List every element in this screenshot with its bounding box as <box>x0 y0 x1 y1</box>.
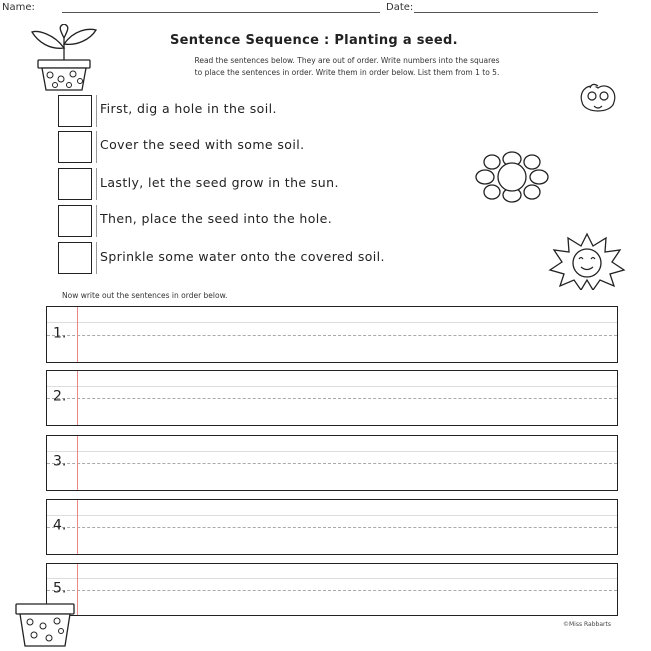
dashed-guide <box>47 527 617 528</box>
name-field[interactable] <box>62 12 380 13</box>
box-divider <box>96 205 97 237</box>
margin-line <box>77 307 78 362</box>
copyright: ©Miss Rabbarts <box>563 621 611 628</box>
writing-line-2[interactable] <box>46 370 618 426</box>
dashed-guide <box>47 398 617 399</box>
box-divider <box>96 131 97 163</box>
sentence-4: Then, place the seed into the hole. <box>100 211 333 226</box>
order-box-5[interactable] <box>58 242 92 274</box>
guide-line <box>47 515 617 516</box>
dashed-guide <box>47 335 617 336</box>
margin-line <box>77 436 78 490</box>
line-number-4: 4. <box>53 517 67 534</box>
sentence-5: Sprinkle some water onto the covered soil. <box>100 249 385 264</box>
page-title: Sentence Sequence : Planting a seed. <box>170 33 458 48</box>
box-divider <box>96 95 97 127</box>
flower-icon <box>474 150 550 204</box>
writing-line-1[interactable] <box>46 306 618 363</box>
instructions-line-2: to place the sentences in order. Write them in order below. List them from 1 to 5. <box>194 68 500 77</box>
order-box-1[interactable] <box>58 95 92 127</box>
date-field[interactable] <box>414 12 598 13</box>
dashed-guide <box>47 463 617 464</box>
order-box-2[interactable] <box>58 131 92 163</box>
writing-line-5[interactable] <box>46 563 618 616</box>
line-number-2: 2. <box>53 388 67 405</box>
write-prompt: Now write out the sentences in order below. <box>62 291 228 300</box>
flower-pot-icon <box>12 600 78 648</box>
writing-line-4[interactable] <box>46 499 618 555</box>
guide-line <box>47 578 617 579</box>
seed-icon <box>576 80 620 122</box>
dashed-guide <box>47 590 617 591</box>
margin-line <box>77 371 78 425</box>
date-label: Date: <box>386 2 414 13</box>
sentence-3: Lastly, let the seed grow in the sun. <box>100 175 339 190</box>
margin-line <box>77 500 78 554</box>
instructions-line-1: Read the sentences below. They are out of order. Write numbers into the squares <box>194 56 500 65</box>
sentence-1: First, dig a hole in the soil. <box>100 101 277 116</box>
box-divider <box>96 242 97 274</box>
order-box-4[interactable] <box>58 205 92 237</box>
writing-line-3[interactable] <box>46 435 618 491</box>
guide-line <box>47 386 617 387</box>
instructions <box>117 55 577 79</box>
sun-icon <box>548 232 626 290</box>
name-label: Name: <box>2 2 35 13</box>
guide-line <box>47 322 617 323</box>
line-number-5: 5. <box>53 580 67 597</box>
guide-line <box>47 451 617 452</box>
line-number-1: 1. <box>53 325 67 342</box>
sentence-2: Cover the seed with some soil. <box>100 137 305 152</box>
line-number-3: 3. <box>53 453 67 470</box>
potted-plant-icon <box>28 24 100 92</box>
order-box-3[interactable] <box>58 168 92 200</box>
box-divider <box>96 168 97 200</box>
